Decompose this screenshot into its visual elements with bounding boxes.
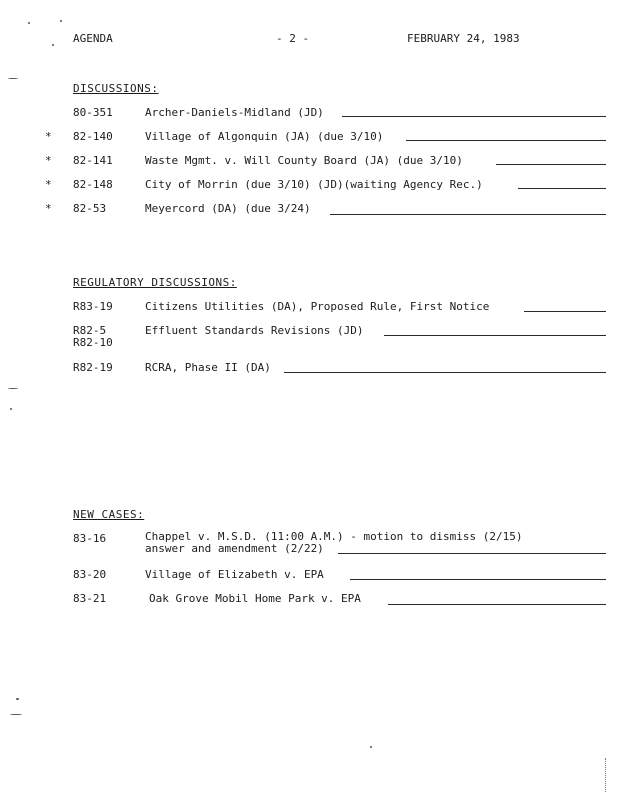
- scan-speck: [52, 44, 54, 46]
- case-description: Village of Algonquin (JA) (due 3/10): [145, 130, 384, 143]
- case-number: 80-351: [73, 106, 113, 119]
- page-number: - 2 -: [276, 32, 310, 45]
- docket-description: Citizens Utilities (DA), Proposed Rule, First Notice: [145, 300, 490, 313]
- case-number: 82-140: [73, 130, 113, 143]
- fill-line: [342, 116, 606, 117]
- scan-speck: [8, 78, 18, 79]
- scan-edge-mark: [605, 758, 606, 792]
- case-number: 82-148: [73, 178, 113, 191]
- scan-speck: [60, 20, 62, 22]
- asterisk-mark: *: [45, 178, 52, 191]
- asterisk-mark: *: [45, 154, 52, 167]
- case-description-continued: answer and amendment (2/22): [145, 542, 324, 555]
- case-number: 83-16: [73, 532, 107, 545]
- fill-line: [338, 553, 606, 554]
- scan-speck: [8, 388, 18, 389]
- regulatory-title: REGULATORY DISCUSSIONS:: [73, 276, 237, 289]
- fill-line: [350, 579, 606, 580]
- scan-speck: [28, 22, 30, 24]
- docket-number: R83-19: [73, 300, 113, 313]
- case-number: 82-53: [73, 202, 107, 215]
- docket-description: RCRA, Phase II (DA): [145, 361, 271, 374]
- docket-number: R82-19: [73, 361, 113, 374]
- docket-description: Effluent Standards Revisions (JD): [145, 324, 364, 337]
- header-date: FEBRUARY 24, 1983: [407, 32, 520, 45]
- case-number: 83-20: [73, 568, 107, 581]
- case-description: Meyercord (DA) (due 3/24): [145, 202, 311, 215]
- new-cases-title: NEW CASES:: [73, 508, 145, 521]
- docket-number-secondary: R82-10: [73, 336, 113, 349]
- fill-line: [330, 214, 606, 215]
- docket-number: R82-5: [73, 324, 107, 337]
- fill-line: [384, 335, 606, 336]
- scan-speck: [370, 746, 372, 748]
- fill-line: [388, 604, 606, 605]
- case-description: City of Morrin (due 3/10) (JD)(waiting Agency Rec.): [145, 178, 483, 191]
- scan-speck: [10, 714, 22, 715]
- case-description: Chappel v. M.S.D. (11:00 A.M.) - motion to dismiss (2/15): [145, 530, 523, 543]
- case-description: Oak Grove Mobil Home Park v. EPA: [149, 592, 361, 605]
- fill-line: [406, 140, 606, 141]
- fill-line: [518, 188, 606, 189]
- case-description: Village of Elizabeth v. EPA: [145, 568, 324, 581]
- asterisk-mark: *: [45, 202, 52, 215]
- case-description: Archer-Daniels-Midland (JD): [145, 106, 324, 119]
- scan-speck: [10, 408, 12, 410]
- fill-line: [496, 164, 606, 165]
- case-number: 82-141: [73, 154, 113, 167]
- asterisk-mark: *: [45, 130, 52, 143]
- fill-line: [524, 311, 606, 312]
- case-description: Waste Mgmt. v. Will County Board (JA) (due 3/10): [145, 154, 463, 167]
- header-left: AGENDA: [73, 32, 113, 45]
- fill-line: [284, 372, 606, 373]
- scan-speck: [16, 698, 19, 700]
- discussions-title: DISCUSSIONS:: [73, 82, 159, 95]
- case-number: 83-21: [73, 592, 107, 605]
